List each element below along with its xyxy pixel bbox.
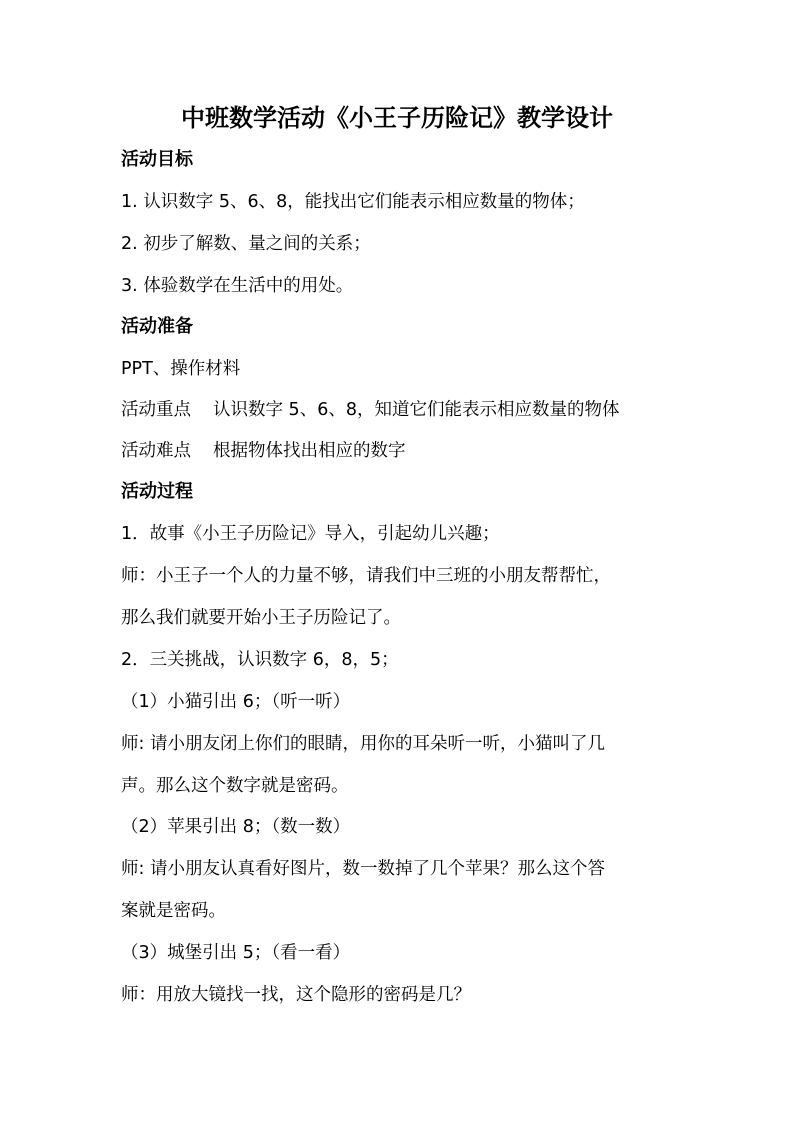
difficulty-line [121,437,681,465]
process-line: 师: 请小朋友闭上你们的眼睛，用你的耳朵听一听，小猫叫了几 [121,734,605,754]
preparation-text: PPT、操作材料 [121,359,241,379]
process-line: 师: 请小朋友认真看好图片，数一数掉了几个苹果？那么这个答 [121,859,605,879]
section-heading-preparation: 活动准备 [121,316,193,337]
process-line: 1．故事《小王子历险记》导入，引起幼儿兴趣； [121,524,500,544]
process-line: 那么我们就要开始小王子历险记了。 [121,608,401,628]
process-line: （3）城堡引出 5；（看一看） [121,943,351,963]
difficulty-text: 根据物体找出相应的数字 [213,441,406,461]
goal-item-2: 2. 初步了解数、量之间的关系； [121,234,371,254]
process-line: 2．三关挑战，认识数字 6，8，5； [121,650,399,670]
section-heading-process: 活动过程 [121,481,193,502]
process-line: （2）苹果引出 8；（数一数） [121,817,351,837]
process-line: （1）小猫引出 6；（听一听） [121,692,351,712]
section-heading-goals: 活动目标 [121,149,193,170]
document-title: 中班数学活动《小王子历险记》教学设计 [181,103,613,132]
key-point-line [121,396,681,424]
goal-item-1: 1. 认识数字 5、6、8，能找出它们能表示相应数量的物体； [121,192,585,212]
process-line: 声。那么这个数字就是密码。 [121,776,349,796]
process-line: 师：用放大镜找一找，这个隐形的密码是几？ [121,985,471,1005]
difficulty-label: 活动难点 [121,441,191,461]
process-line: 师：小王子一个人的力量不够，请我们中三班的小朋友帮帮忙， [121,566,611,586]
key-point-label: 活动重点 [121,400,191,420]
key-point-text: 认识数字 5、6、8，知道它们能表示相应数量的物体 [213,400,620,420]
goal-item-3: 3. 体验数学在生活中的用处。 [121,276,354,296]
process-line: 案就是密码。 [121,901,226,921]
